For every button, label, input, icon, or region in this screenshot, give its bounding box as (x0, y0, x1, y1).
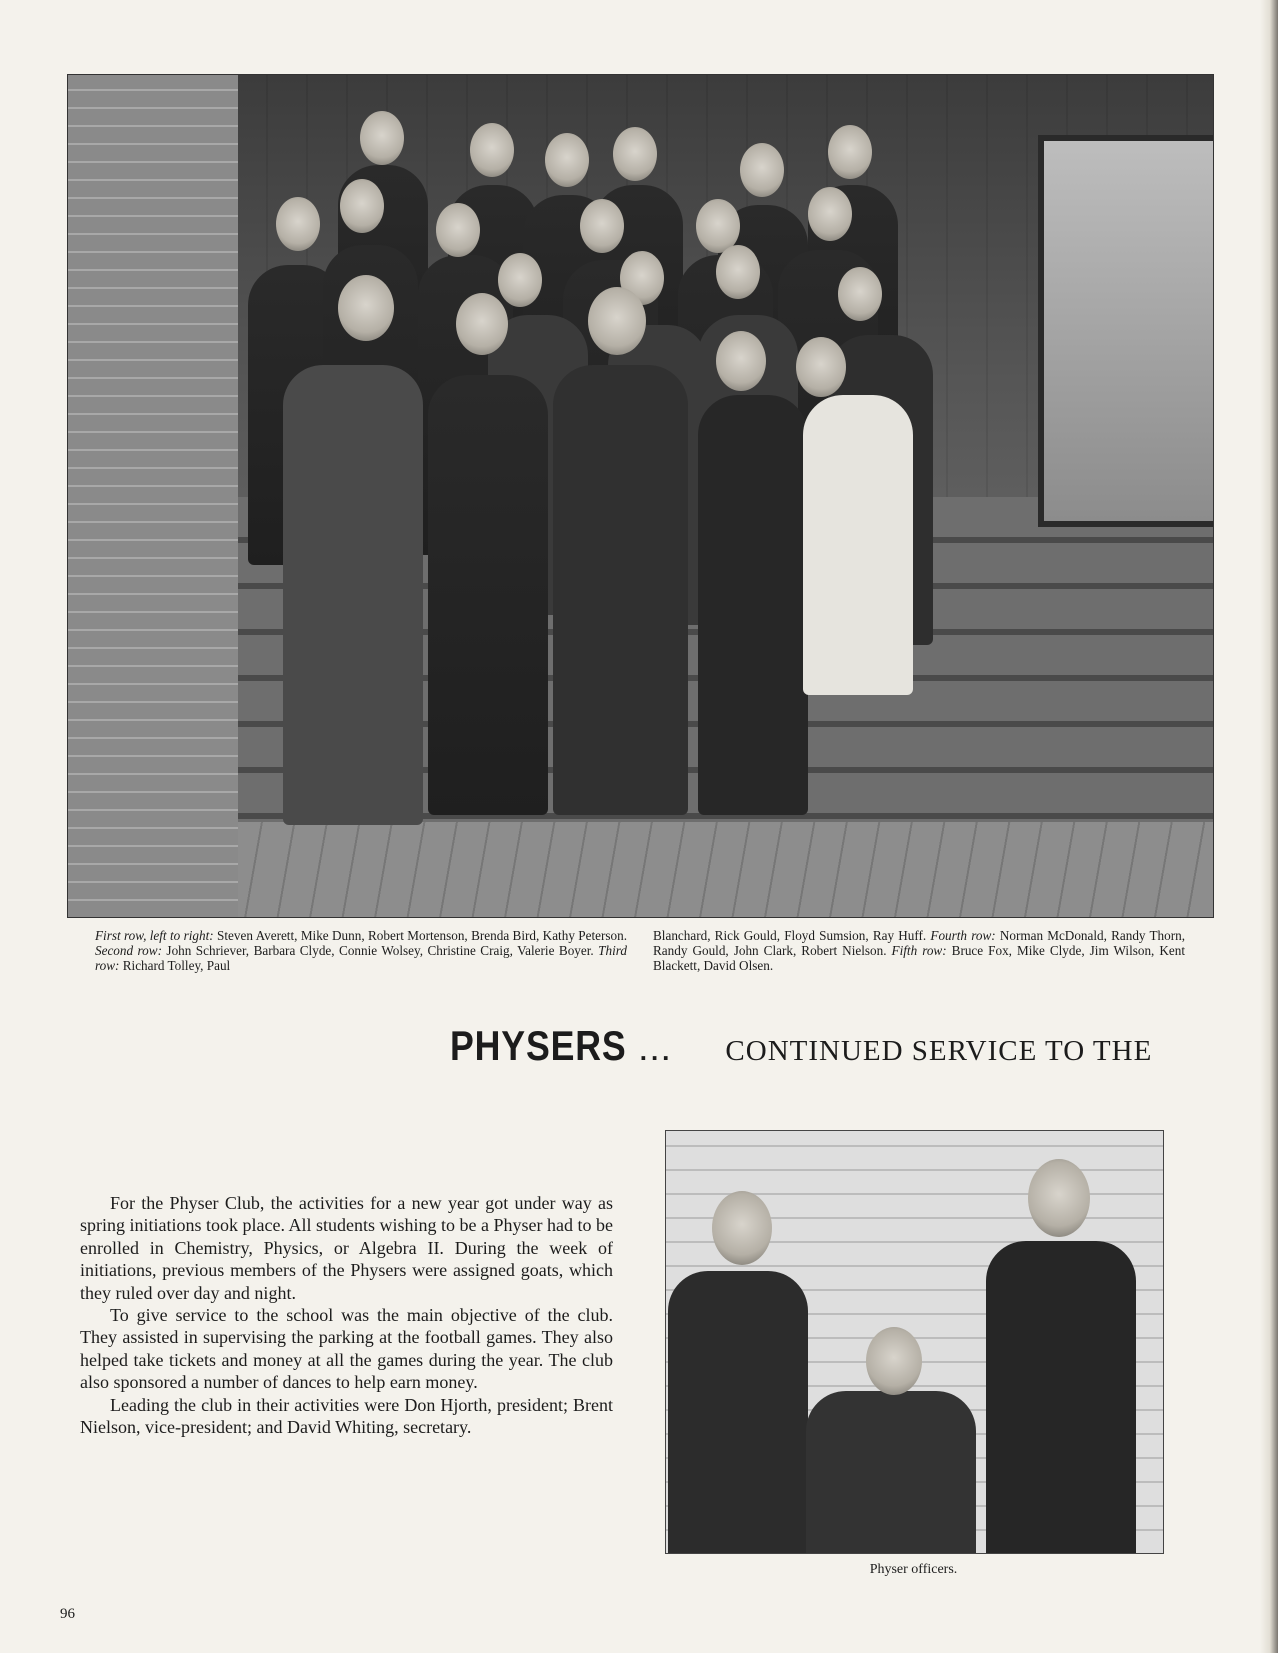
person-head (716, 331, 766, 391)
person-head (338, 275, 394, 341)
body-paragraph: To give service to the school was the main objective of the club. They assisted in supervising the parking at the football games. They also helped take tickets and money at all the games during the year. The club also sponsored a number of dances to help earn money. (80, 1305, 613, 1393)
person-head (716, 245, 760, 299)
photo-brick-wall (68, 75, 238, 917)
group-photo (67, 74, 1214, 918)
person-figure (283, 365, 423, 825)
person-figure (986, 1241, 1136, 1554)
caption-row-label: Second row: (95, 943, 162, 958)
article-body (80, 1192, 613, 1438)
photo-floor (68, 822, 1213, 917)
person-figure (698, 395, 808, 815)
person-head (740, 143, 784, 197)
person-head (360, 111, 404, 165)
person-head (866, 1327, 922, 1395)
person-head (580, 199, 624, 253)
officers-photo (665, 1130, 1164, 1554)
person-head (838, 267, 882, 321)
person-head (712, 1191, 772, 1265)
heading-title: PHYSERS (450, 1022, 627, 1069)
person-figure (553, 365, 688, 815)
person-head (498, 253, 542, 307)
caption-row-label: Fourth row: (930, 928, 996, 943)
person-head (340, 179, 384, 233)
caption-column-right (653, 928, 1185, 973)
officers-caption: Physer officers. (869, 1562, 958, 1577)
caption-row-label: First row, left to right: (95, 928, 214, 943)
person-head (545, 133, 589, 187)
photo-doorway (1038, 135, 1214, 527)
person-head (436, 203, 480, 257)
person-figure (428, 375, 548, 815)
caption-row-label: Fifth row: (891, 943, 947, 958)
page-edge (1260, 0, 1278, 1653)
caption-names: Blanchard, Rick Gould, Floyd Sumsion, Ray Huff. (653, 928, 931, 943)
caption-row-label: Third row: (95, 943, 627, 973)
page-heading (450, 1022, 1240, 1070)
person-figure (668, 1271, 808, 1554)
caption-names: John Schriever, Barbara Clyde, Connie Wolsey, Christine Craig, Valerie Boyer. (161, 943, 599, 958)
heading-ellipsis: ... (639, 1036, 674, 1066)
caption-names: Steven Averett, Mike Dunn, Robert Mortenson, Brenda Bird, Kathy Peterson. (213, 928, 627, 943)
body-paragraph: For the Physer Club, the activities for a new year got under way as spring initiations took place. All students wishing to be a Physer had to be enrolled in Chemistry, Physics, or Algebra II. During the week of initiations, previous members of the Physers were assigned goats, which they ruled over day and night. (80, 1193, 613, 1303)
person-head (1028, 1159, 1090, 1237)
heading-subtitle: CONTINUED SERVICE TO THE (725, 1035, 1153, 1067)
caption-names: Norman McDonald, Randy Thorn, Randy Gould, John Clark, Robert Nielson. (653, 928, 1185, 958)
person-head (456, 293, 508, 355)
person-head (613, 127, 657, 181)
caption-names: Bruce Fox, Mike Clyde, Jim Wilson, Kent Blackett, David Olsen. (653, 943, 1185, 973)
body-paragraph: Leading the club in their activities were Don Hjorth, president; Brent Nielson, vice-president; and David Whiting, secretary. (80, 1394, 613, 1438)
person-figure (803, 395, 913, 695)
caption-names: Richard Tolley, Paul (119, 958, 231, 973)
person-head (276, 197, 320, 251)
person-head (828, 125, 872, 179)
person-head (796, 337, 846, 397)
person-head (588, 287, 646, 355)
page-number: 96 (60, 1606, 75, 1622)
person-head (470, 123, 514, 177)
group-photo-caption (95, 928, 1185, 973)
caption-column-left (95, 928, 627, 973)
person-figure (806, 1391, 976, 1554)
person-head (808, 187, 852, 241)
